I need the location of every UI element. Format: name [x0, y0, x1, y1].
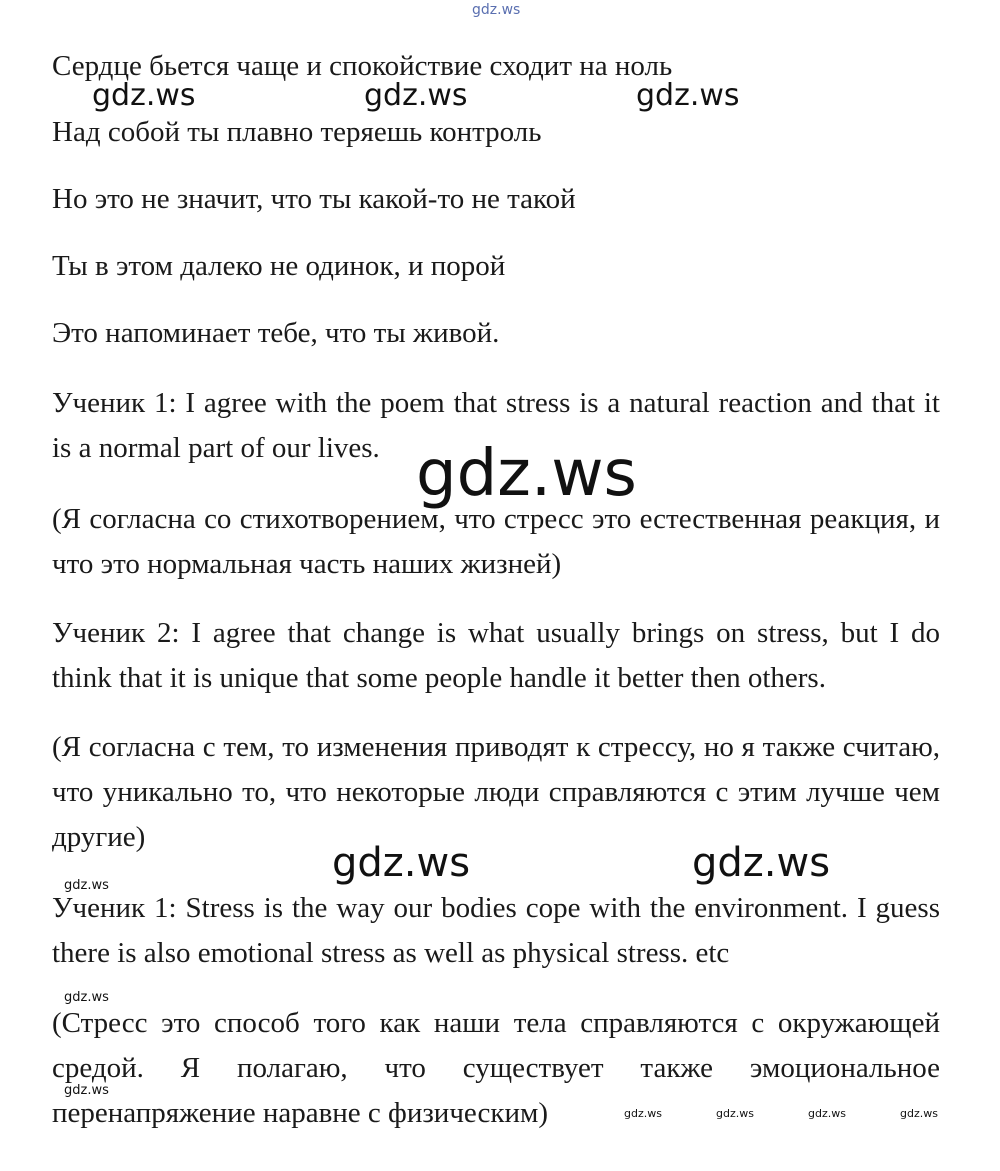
watermark-tiny: gdz.ws — [716, 1107, 754, 1120]
watermark-small: gdz.ws — [64, 878, 109, 893]
watermark-tiny: gdz.ws — [624, 1107, 662, 1120]
watermark: gdz.ws — [692, 840, 831, 886]
paragraph-student1-ru: (Я согласна со стихотворением, что стресс это естественная реакция, и что это нормальная часть наших жизней) — [52, 503, 940, 580]
watermark: gdz.ws — [636, 78, 740, 113]
poem-line-3: Но это не значит, что ты какой-то не такой — [52, 183, 576, 215]
watermark-tiny: gdz.ws — [808, 1107, 846, 1120]
poem-line-1: Сердце бьется чаще и спокойствие сходит на ноль — [52, 50, 673, 82]
paragraph-student2-ru: (Я согласна с тем, то изменения приводят к стрессу, но я также считаю, что уникально то, что некоторые люди справляются с этим лучше чем другие) — [52, 731, 940, 853]
poem-line-2: Над собой ты плавно теряешь контроль — [52, 116, 542, 148]
paragraph-student2-en: Ученик 2: I agree that change is what usually brings on stress, but I do think that it is unique that some people handle it better then others. — [52, 617, 940, 694]
watermark-large: gdz.ws — [416, 437, 637, 511]
poem-line-5: Это напоминает тебе, что ты живой. — [52, 317, 500, 349]
watermark-small: gdz.ws — [64, 1083, 109, 1098]
watermark: gdz.ws — [332, 840, 471, 886]
watermark-top: gdz.ws — [472, 2, 521, 18]
watermark: gdz.ws — [364, 78, 468, 113]
poem-line-4: Ты в этом далеко не одинок, и порой — [52, 250, 506, 282]
watermark: gdz.ws — [92, 78, 196, 113]
watermark-tiny: gdz.ws — [900, 1107, 938, 1120]
paragraph-student1b-en: Ученик 1: Stress is the way our bodies cope with the environment. I guess there is also emotional stress as well as physical stress. etc — [52, 892, 940, 969]
paragraph-student1b-ru: (Стресс это способ того как наши тела справляются с окружающей средой. Я полагаю, что существует также эмоциональное перенапряжение наравне с физическим) — [52, 1007, 940, 1129]
watermark-small: gdz.ws — [64, 990, 109, 1005]
paragraph-student1-en: Ученик 1: I agree with the poem that stress is a natural reaction and that it is a normal part of our lives. — [52, 387, 940, 464]
